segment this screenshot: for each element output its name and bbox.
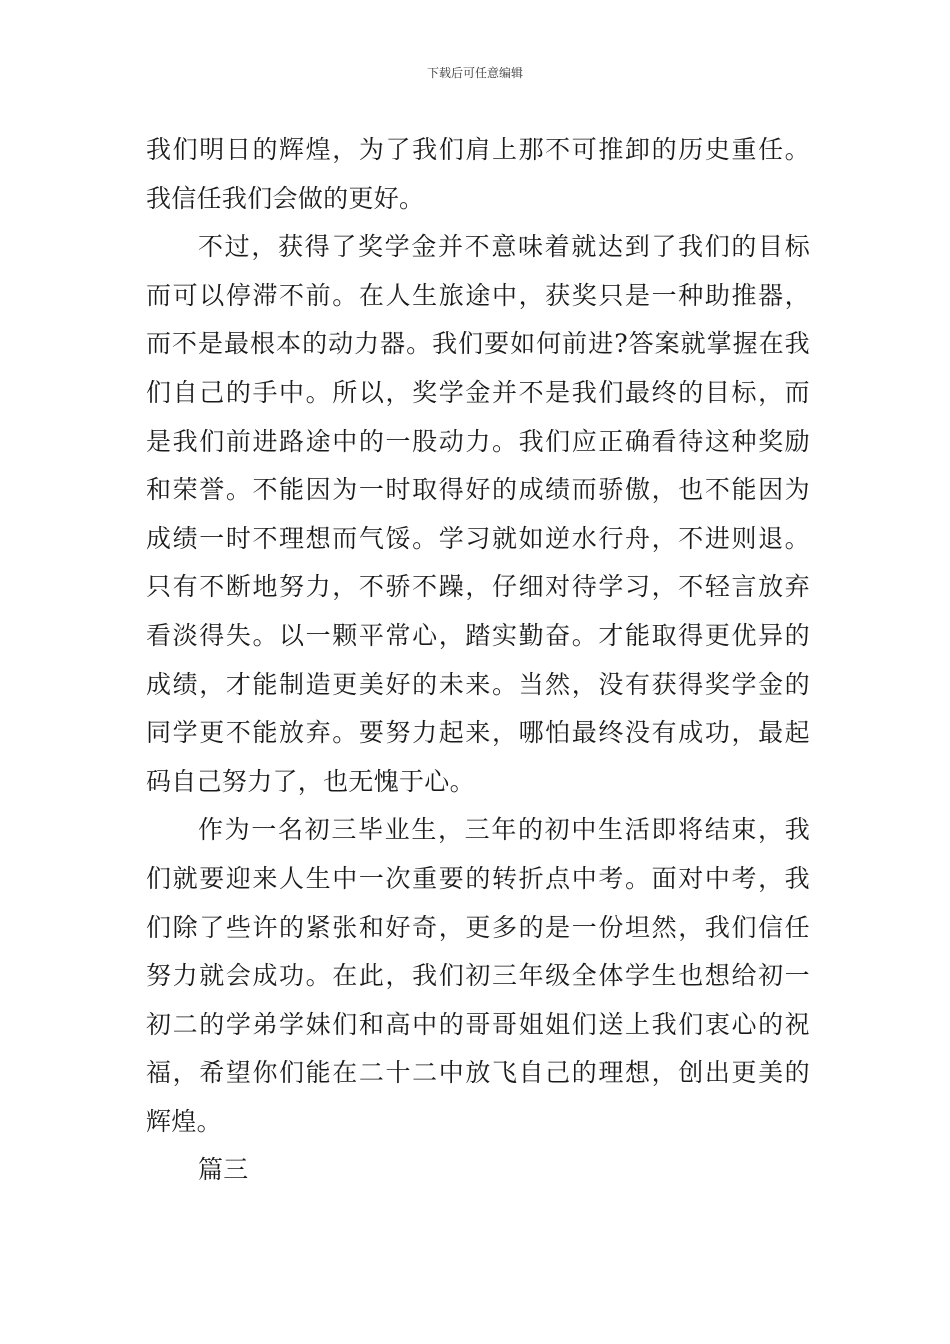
- text-line: 福，希望你们能在二十二中放飞自己的理想，创出更美的: [146, 1058, 810, 1088]
- text-line: 不过，获得了奖学金并不意味着就达到了我们的目标: [198, 232, 810, 262]
- text-line: 初二的学弟学妹们和高中的哥哥姐姐们送上我们衷心的祝: [146, 1009, 810, 1039]
- text-line: 们就要迎来人生中一次重要的转折点中考。面对中考，我: [146, 863, 810, 893]
- text-line: 只有不断地努力，不骄不躁，仔细对待学习，不轻言放弃: [146, 572, 810, 602]
- text-line: 而可以停滞不前。在人生旅途中，获奖只是一种助推器，: [146, 280, 810, 310]
- text-line: 成绩一时不理想而气馁。学习就如逆水行舟，不进则退。: [146, 523, 810, 553]
- text-line: 辉煌。: [146, 1106, 222, 1136]
- page-header-note: 下载后可任意编辑: [426, 66, 523, 80]
- text-line: 码自己努力了，也无愧于心。: [146, 766, 475, 796]
- text-line: 是我们前进路途中的一股动力。我们应正确看待这种奖励: [146, 426, 810, 456]
- text-line: 和荣誉。不能因为一时取得好的成绩而骄傲，也不能因为: [146, 475, 810, 505]
- text-line: 看淡得失。以一颗平常心，踏实勤奋。才能取得更优异的: [146, 620, 810, 650]
- text-line: 同学更不能放弃。要努力起来，哪怕最终没有成功，最起: [146, 718, 810, 748]
- text-line: 我信任我们会做的更好。: [146, 183, 425, 213]
- text-line: 而不是最根本的动力器。我们要如何前进?答案就掌握在我: [146, 329, 810, 359]
- text-line: 我们明日的辉煌，为了我们肩上那不可推卸的历史重任。: [146, 135, 810, 164]
- text-line: 成绩，才能制造更美好的未来。当然，没有获得奖学金的: [146, 669, 810, 699]
- text-line: 努力就会成功。在此，我们初三年级全体学生也想给初一: [146, 961, 810, 991]
- text-line: 作为一名初三毕业生，三年的初中生活即将结束，我: [198, 815, 810, 845]
- document-body: [146, 126, 810, 1195]
- text-line: 们除了些许的紧张和好奇，更多的是一份坦然，我们信任: [146, 912, 810, 942]
- section-heading: 篇三: [198, 1155, 249, 1185]
- text-line: 们自己的手中。所以，奖学金并不是我们最终的目标，而: [146, 377, 810, 407]
